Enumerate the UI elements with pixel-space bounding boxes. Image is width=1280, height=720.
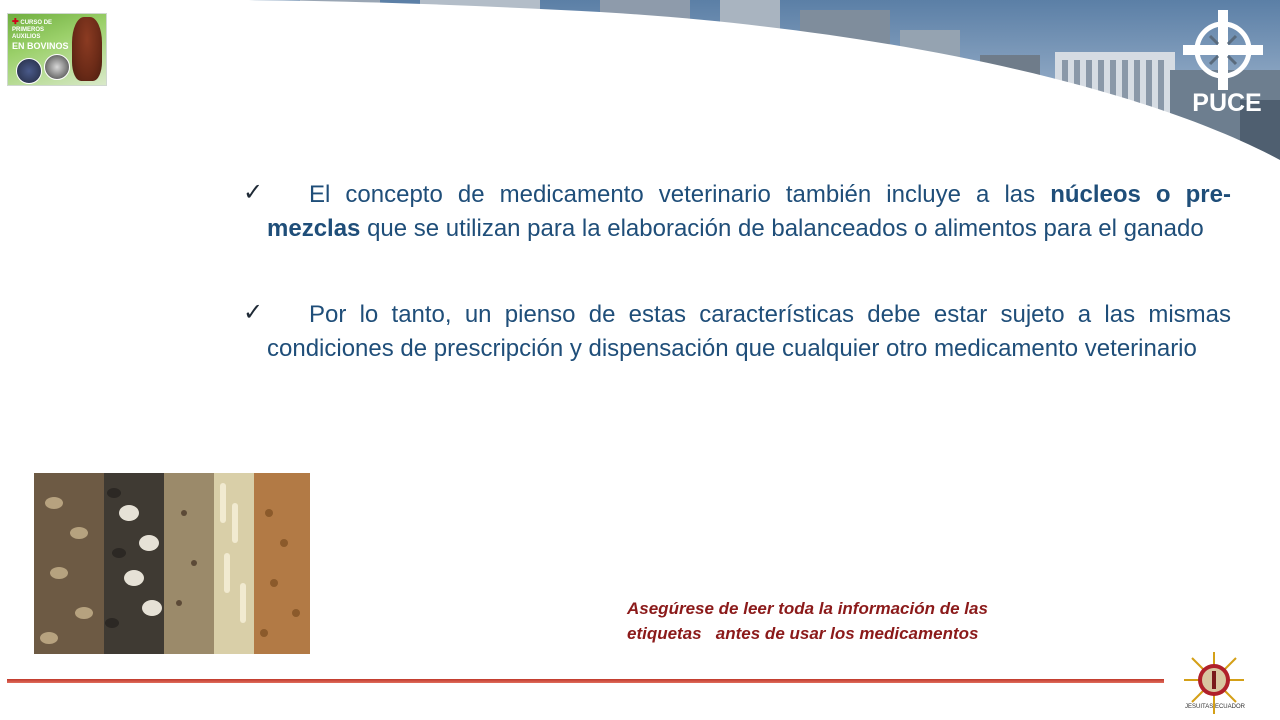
city-banner-image [0, 0, 1280, 170]
course-logo-line1: CURSO DE [20, 20, 53, 26]
cattle-photo-circle [44, 54, 70, 80]
cow-image [72, 17, 102, 81]
bullet-text: El concepto de medicamento veterinario también incluye a las [309, 181, 1051, 208]
slide-content [243, 178, 1231, 366]
course-logo-line2: PRIMEROS AUXILIOS [12, 27, 45, 40]
warning-line1: Asegúrese de leer toda la información de las [627, 599, 988, 618]
course-logo-title [12, 18, 70, 51]
bullet-item [243, 178, 1231, 246]
feed-pellets-image [34, 473, 310, 654]
checkmark-icon: ✓ [243, 299, 264, 326]
bullet-text: que se utilizan para la elaboración de balanceados o alimentos para el ganado [360, 215, 1204, 242]
bullet-item [243, 298, 1231, 366]
checkmark-icon: ✓ [243, 179, 264, 206]
jesuitas-logo-text: JESUITAS ECUADOR [1185, 704, 1245, 710]
course-logo [7, 13, 107, 86]
cattle-photo-circle [16, 58, 42, 84]
bullet-text: Por lo tanto, un pienso de estas características debe estar sujeto a las mismas condiciones de prescripción y dispensación que cualquier otro medicamento veterinario [267, 301, 1231, 362]
header-banner [0, 0, 1280, 170]
footer-divider [7, 679, 1164, 683]
bullet-bold-text: núcleos o pre-mezclas [267, 181, 1231, 242]
course-logo-line3: EN BOVINOS [12, 41, 69, 51]
warning-line2: etiquetas antes de usar los medicamentos [627, 624, 979, 643]
puce-logo-text: PUCE [1192, 89, 1262, 117]
red-cross-icon: ✚ [12, 17, 19, 26]
warning-note [627, 596, 1147, 646]
